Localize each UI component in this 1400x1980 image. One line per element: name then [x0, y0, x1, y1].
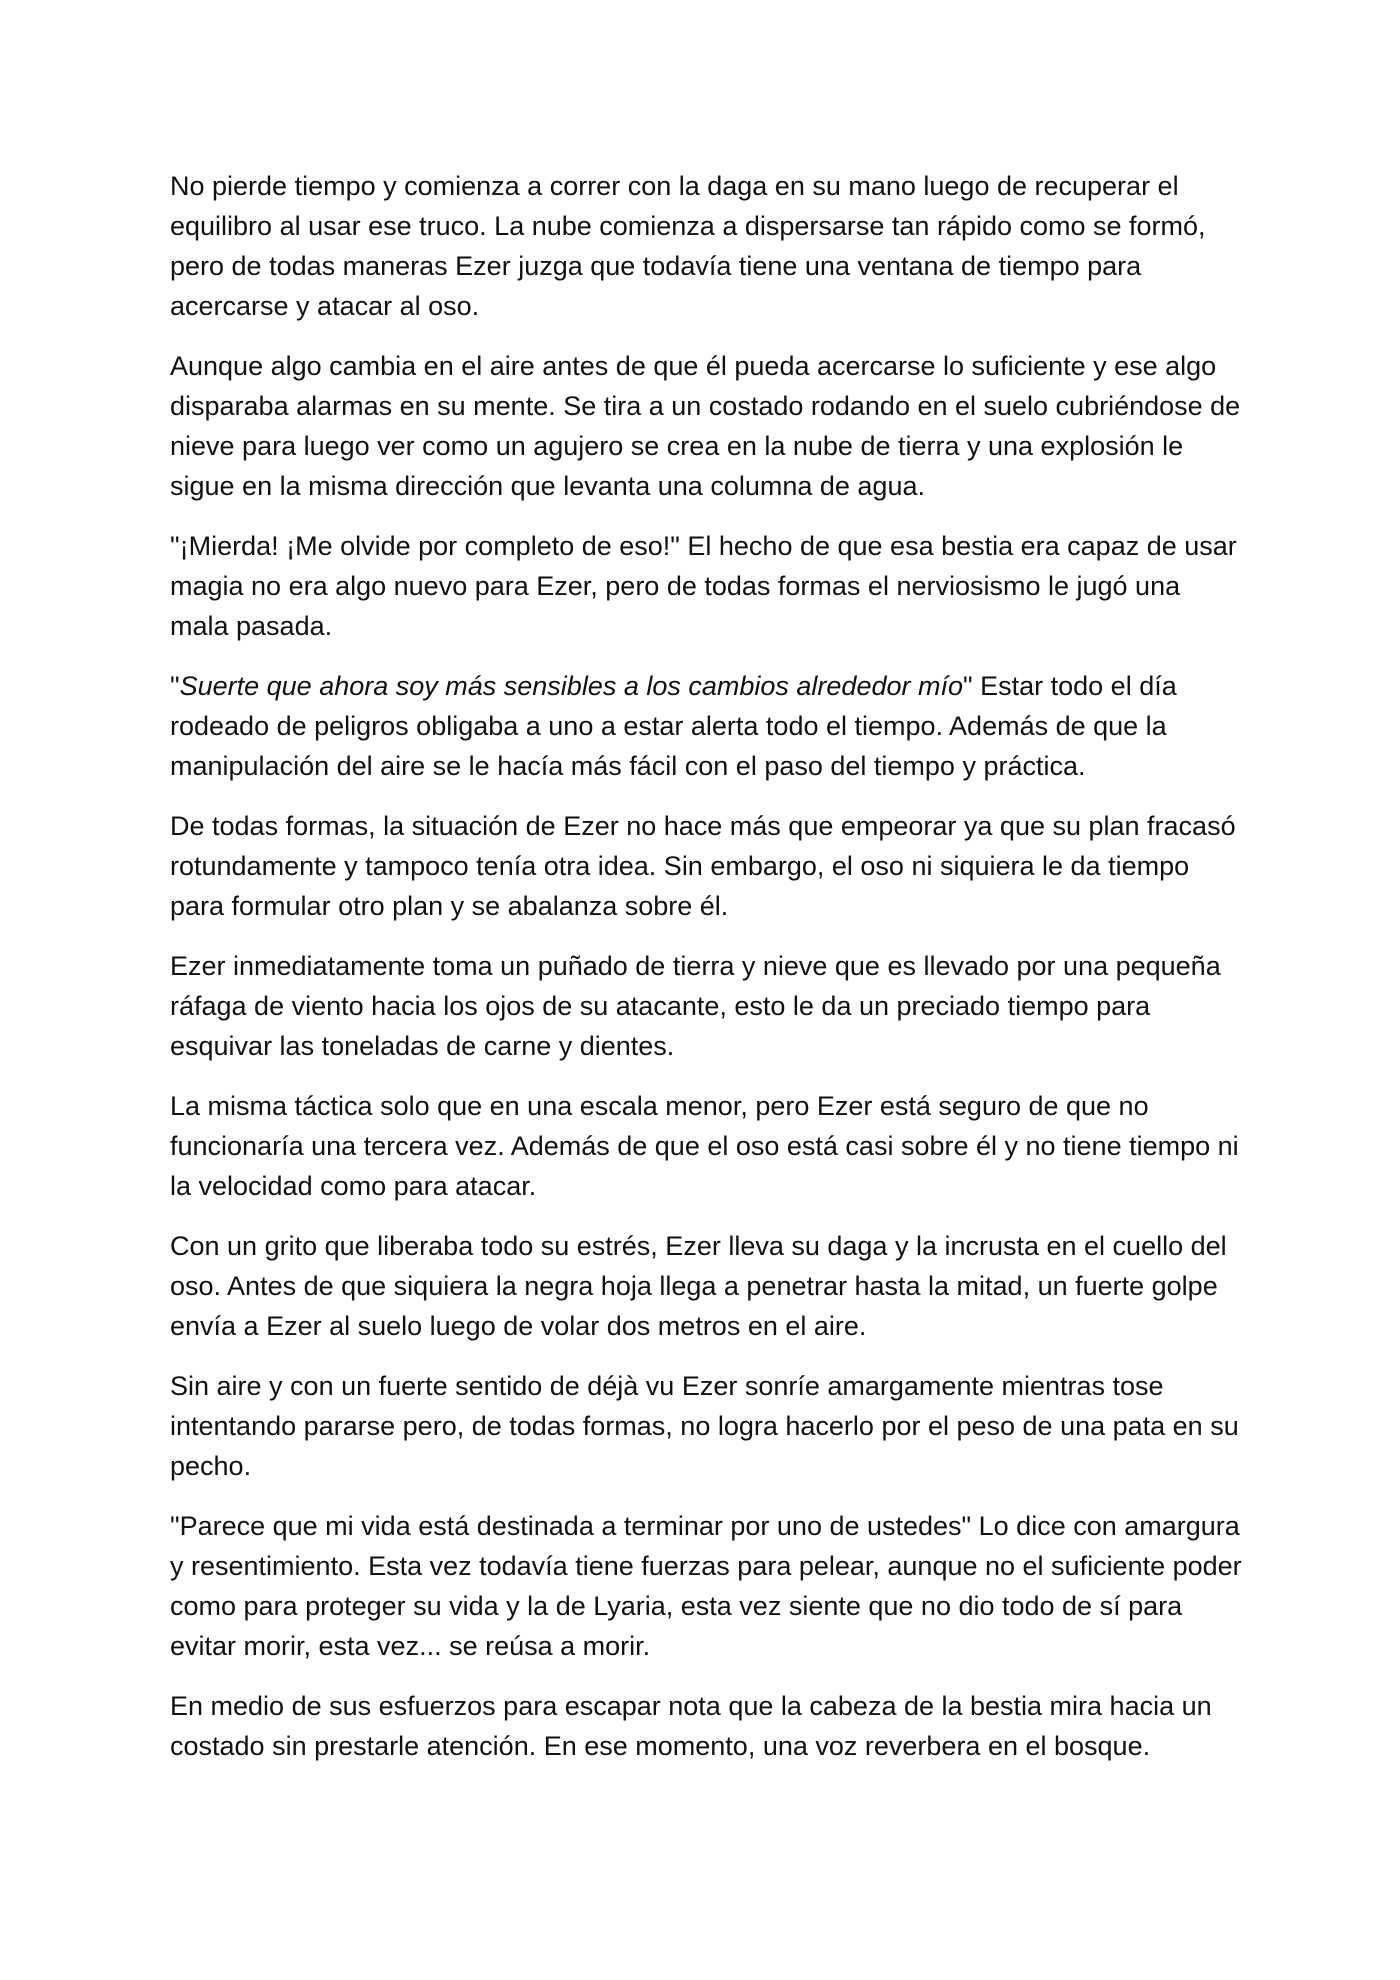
- paragraph-8: Con un grito que liberaba todo su estrés, Ezer lleva su daga y la incrusta en el cuello del oso. Antes de que siquiera la negra hoja llega a penetrar hasta la mitad, un fuerte golpe envía a Ezer al suelo luego de volar dos metros en el aire.: [170, 1231, 1227, 1341]
- paragraph-4-italic-thought: Suerte que ahora soy más sensibles a los cambios alrededor mío: [179, 671, 964, 701]
- paragraph-4-open-quote: ": [170, 671, 180, 701]
- paragraph-5: De todas formas, la situación de Ezer no hace más que empeorar ya que su plan fracasó rotundamente y tampoco tenía otra idea. Sin embargo, el oso ni siquiera le da tiempo para formular otro plan y se abalanza sobre él.: [170, 811, 1236, 921]
- paragraph-1: No pierde tiempo y comienza a correr con la daga en su mano luego de recuperar el equilibro al usar ese truco. La nube comienza a dispersarse tan rápido como se formó, pero de todas maneras Ezer juzga que todavía tiene una ventana de tiempo para acercarse y atacar al oso.: [170, 171, 1206, 321]
- paragraph-9: Sin aire y con un fuerte sentido de déjà vu Ezer sonríe amargamente mientras tose intentando pararse pero, de todas formas, no logra hacerlo por el peso de una pata en su pecho.: [170, 1371, 1239, 1481]
- paragraph-10: "Parece que mi vida está destinada a terminar por uno de ustedes" Lo dice con amargura y resentimiento. Esta vez todavía tiene fuerzas para pelear, aunque no el suficiente poder como para proteger su vida y la de Lyaria, esta vez siente que no dio todo de sí para evitar morir, esta vez... se reúsa a morir.: [170, 1511, 1242, 1661]
- paragraph-3: "¡Mierda! ¡Me olvide por completo de eso!" El hecho de que esa bestia era capaz de usar magia no era algo nuevo para Ezer, pero de todas formas el nerviosismo le jugó una mala pasada.: [170, 531, 1237, 641]
- paragraph-7: La misma táctica solo que en una escala menor, pero Ezer está seguro de que no funcionaría una tercera vez. Además de que el oso está casi sobre él y no tiene tiempo ni la velocidad como para atacar.: [170, 1091, 1239, 1201]
- paragraph-6: Ezer inmediatamente toma un puñado de tierra y nieve que es llevado por una pequeña ráfaga de viento hacia los ojos de su atacante, esto le da un preciado tiempo para esquivar las toneladas de carne y dientes.: [170, 951, 1221, 1061]
- paragraph-4-text: " Estar todo el día rodeado de peligros obligaba a uno a estar alerta todo el tiempo. Además de que la manipulación del aire se le hacía más fácil con el paso del tiempo y práctica.: [170, 671, 1177, 781]
- paragraph-2: Aunque algo cambia en el aire antes de que él pueda acercarse lo suficiente y ese algo disparaba alarmas en su mente. Se tira a un costado rodando en el suelo cubriéndose de nieve para luego ver como un agujero se crea en la nube de tierra y una explosión le sigue en la misma dirección que levanta una columna de agua.: [170, 351, 1241, 501]
- paragraph-4: [170, 666, 1242, 786]
- paragraph-11: En medio de sus esfuerzos para escapar nota que la cabeza de la bestia mira hacia un costado sin prestarle atención. En ese momento, una voz reverbera en el bosque.: [170, 1691, 1212, 1761]
- document-page: [170, 166, 1242, 1786]
